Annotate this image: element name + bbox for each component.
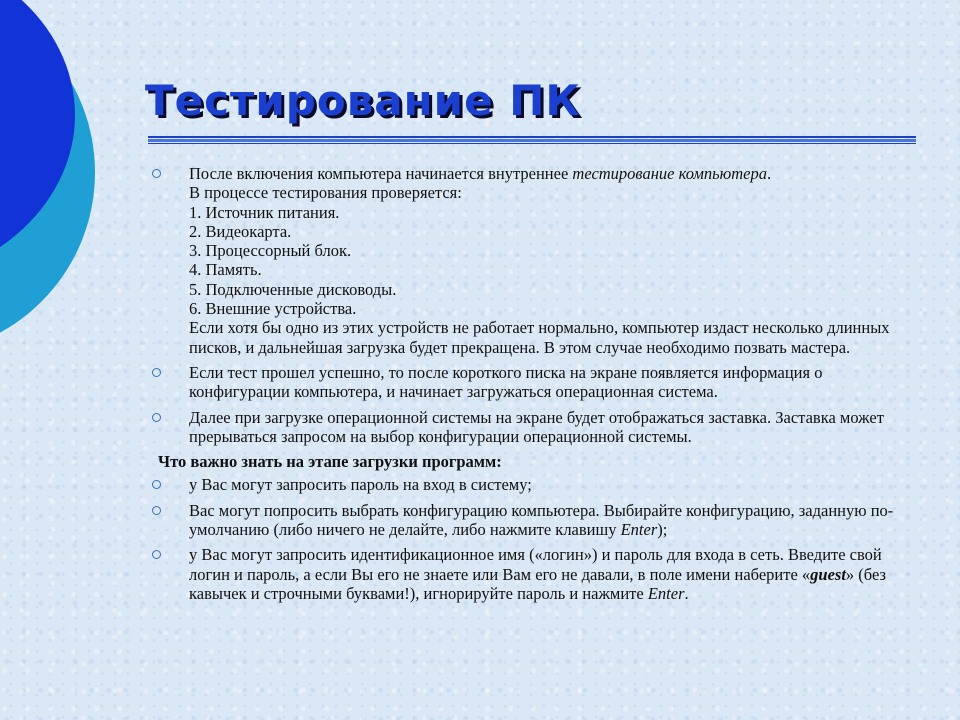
list-item-configuration: [152, 501, 912, 540]
circle-bullet-icon: [152, 506, 161, 515]
warning-text: Если хотя бы одно из этих устройств не работает нормально, компьютер издаст несколько длинных писков, и дальнейшая загрузка будет прекращена. В этом случае необходимо позвать мастера.: [189, 318, 890, 357]
check-item: 2. Видеокарта.: [189, 221, 292, 241]
list-item-password: [152, 475, 912, 494]
circle-bullet-icon: [152, 550, 161, 559]
check-item: 1. Источник питания.: [189, 202, 340, 222]
slide-title: Тестирование ПК: [145, 76, 581, 125]
item-text: Вас могут попросить выбрать конфигурацию компьютера. Выбирайте конфигурацию, заданную по-умолчанию (либо ничего не делайте, либо нажмите клавишу Enter);: [189, 500, 894, 540]
circle-bullet-icon: [152, 169, 161, 178]
intro-line-2: В процессе тестирования проверяется:: [189, 183, 462, 203]
circle-bullet-icon: [152, 480, 161, 489]
item-text: Если тест прошел успешно, то после короткого писка на экране появляется информация о конфигурации компьютера, и начинает загружаться операционная система.: [189, 362, 823, 402]
circle-bullet-icon: [152, 413, 161, 422]
check-item: 3. Процессорный блок.: [189, 241, 352, 261]
item-text: Далее при загрузке операционной системы на экране будет отображаться заставка. Заставка может прерываться запросом на выбор конфигурации операционной системы.: [189, 407, 884, 446]
list-item-login: [152, 545, 912, 603]
circle-bullet-icon: [152, 368, 161, 377]
item-text: у Вас могут запросить пароль на вход в систему;: [189, 475, 532, 495]
check-item: 4. Память.: [189, 260, 262, 280]
section-heading: Что важно знать на этапе загрузки программ:: [158, 452, 502, 472]
list-item-test-success: [152, 363, 912, 402]
item-text: у Вас могут запросить идентификационное имя («логин») и пароль для входа в сеть. Введите свой логин и пароль, а если Вы его не знаете или Вам его не давали, в поле имени наберите «guest» (без кавычек и строчными буквами!), игнорируйте пароль и нажмите Enter.: [189, 545, 887, 603]
slide-content: [152, 164, 912, 609]
title-underline: [148, 136, 916, 145]
check-item: 6. Внешние устройства.: [189, 299, 357, 319]
check-item: 5. Подключенные дисководы.: [189, 279, 397, 299]
item-text: После включения компьютера начинается внутреннее тестирование компьютера. В процессе тестирования проверяется: 1. Источник питания. 2. Видеокарта. 3. Процессорный блок. 4. Память. 5. Подключенные дисководы. 6. Внешние устройства. Если хотя бы одно из этих устройств не работает нормально, компьютер издаст несколько длинных писков, и дальнейшая загрузка будет прекращена. В этом случае необходимо позвать мастера.: [189, 164, 912, 357]
list-item-testing: [152, 164, 912, 357]
list-item-splash-screen: [152, 408, 912, 447]
